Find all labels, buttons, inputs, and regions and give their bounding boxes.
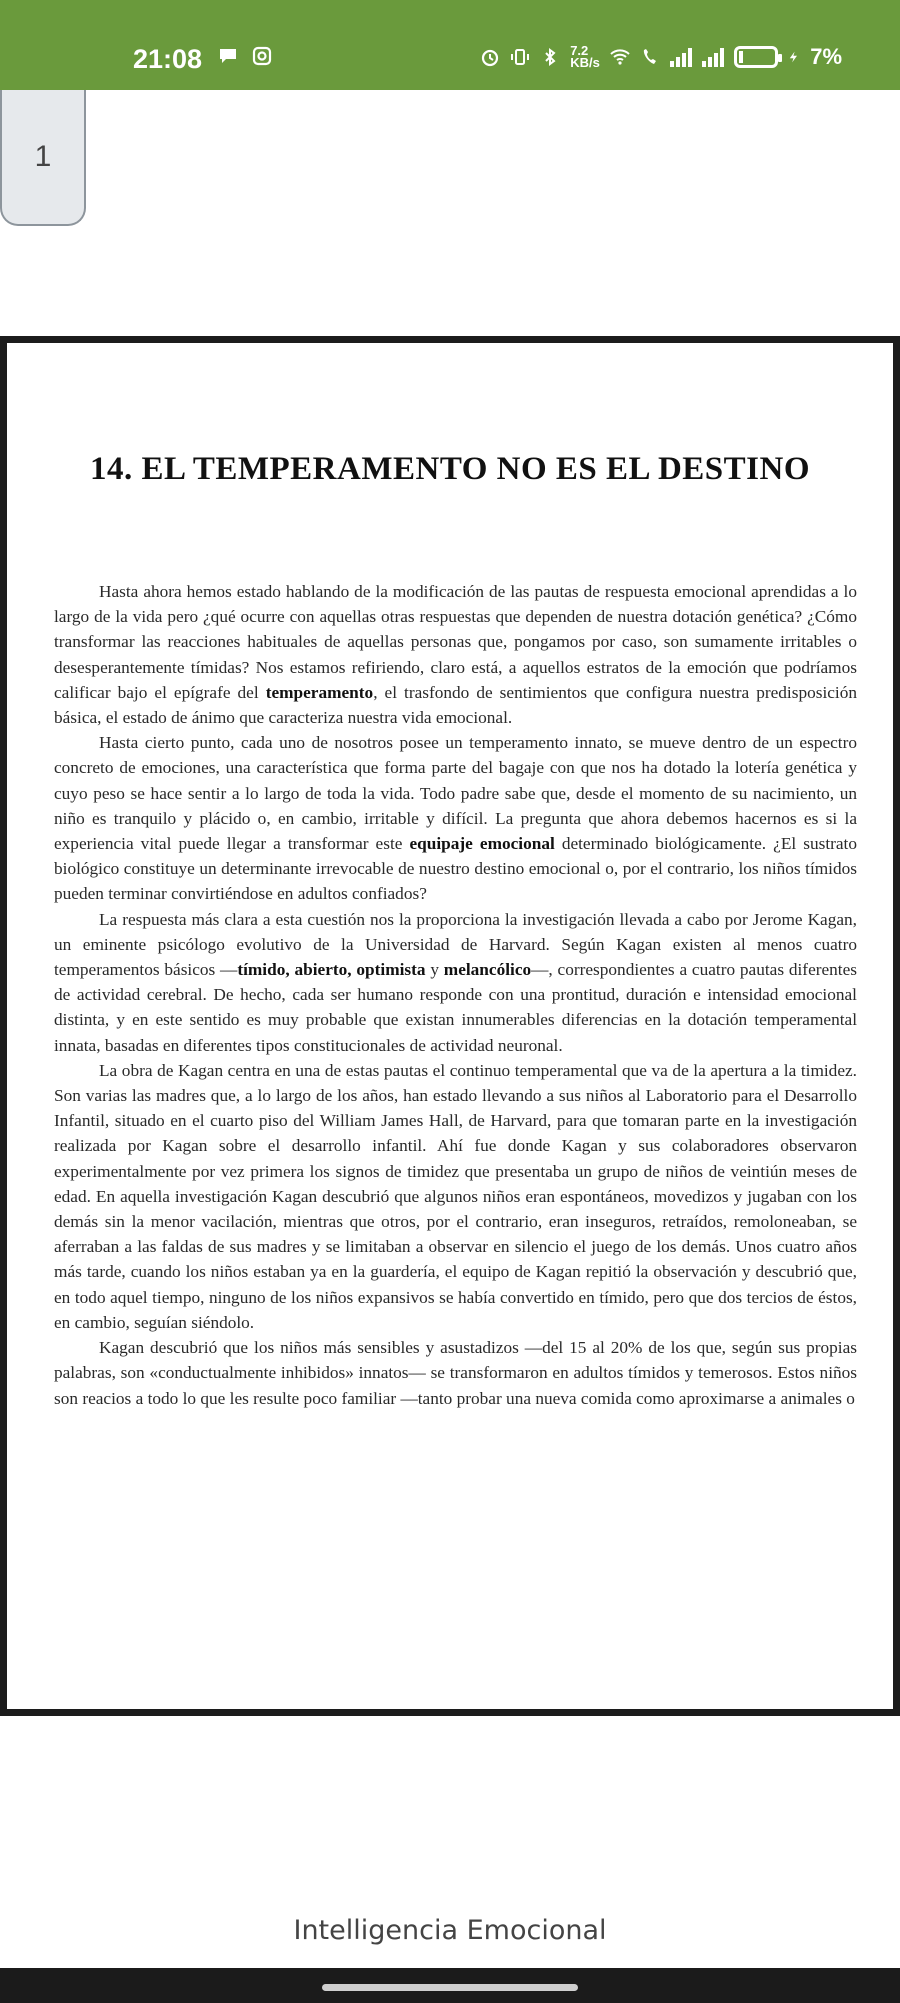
- text-run: La obra de Kagan centra en una de estas pautas el continuo temperamental que va de la apertura a la timidez. Son varias las madres que, a lo largo de los años, han estado llevando a sus niños al Laboratorio para el Desarrollo Infantil, situado en el cuarto piso del William James Hall, de Harvard, para que tomaran parte en la investigación realizada por Kagan sobre el desarrollo infantil. Ahí fue donde Kagan y sus colaboradores observaron experimentalmente por vez primera los signos de timidez que presentaba un grupo de niños de veintiún meses de edad. En aquella investigación Kagan descubrió que algunos niños eran espontáneos, movedizos y jugaban con los demás sin la menor vacilación, mientras que otros, por el contrario, eran inseguros, retraídos, remoloneaban, se aferraban a las faldas de sus madres y se limitaban a observar en silencio el juego de los demás. Unos cuatro años más tarde, cuando los niños estaban ya en la guardería, el equipo de Kagan repitió la observación y descubrió que, en todo aquel tiempo, ninguno de los niños expansivos se había convertido en tímido, pero que dos tercios de éstos, en cambio, seguían siéndolo.: [54, 1060, 857, 1332]
- chat-icon: [218, 46, 238, 66]
- network-speed: 7.2 KB/s: [570, 43, 600, 70]
- wifi-icon: [610, 47, 630, 67]
- signal-icon: [670, 47, 692, 67]
- paragraph: [54, 579, 857, 730]
- bold-term: tímido, abierto, optimista: [237, 960, 426, 980]
- status-bar: [0, 0, 900, 90]
- text-run: La respuesta más clara a esta cuestión nos la proporciona la investigación llevada a cabo por Jerome Kagan, un eminente psicólogo evolutivo de la Universidad de Harvard. Según Kagan existen al menos cuatro temperamentos básicos —: [54, 909, 857, 980]
- notification-icons: [218, 46, 272, 66]
- chapter-body: [54, 579, 857, 1411]
- home-gesture-handle[interactable]: [322, 1984, 578, 1991]
- text-run: Hasta ahora hemos estado hablando de la modificación de las pautas de respuesta emocional aprendidas a lo largo de la vida pero ¿qué ocurre con aquellas otras respuestas que dependen de nuestra dotación genética? ¿Cómo transformar las reacciones habituales de aquellas personas que, pongamos por caso, son sumamente irritables o desesperantemente tímidas? Nos estamos refiriendo, claro está, a aquellos estratos de la emoción que podríamos calificar bajo el epígrafe del: [54, 582, 857, 702]
- paragraph: [54, 1335, 857, 1411]
- text-run: y: [425, 960, 444, 980]
- book-title-footer: Intelligencia Emocional: [293, 1915, 607, 1946]
- paragraph: [54, 907, 857, 1058]
- text-run: , el trasfondo de sentimientos que configura nuestra predisposición básica, el estado de ánimo que caracteriza nuestra vida emocional.: [54, 682, 858, 728]
- paragraph: [54, 730, 857, 906]
- text-run: Hasta cierto punto, cada uno de nosotros posee un temperamento innato, se mueve dentro de un espectro concreto de emociones, una característica que forma parte del bagaje con que nos ha dotado la lotería genética y cuyo peso se hace sentir a lo largo de toda la vida. Todo padre sabe que, desde el momento de su nacimiento, un niño es tranquilo y plácido o, en cambio, irritable y difícil. La pregunta que ahora debemos hacernos es si la experiencia vital puede llegar a transformar este: [54, 733, 857, 854]
- document-page[interactable]: [7, 343, 893, 1709]
- navigation-bar: [0, 1968, 900, 2003]
- text-run: Kagan descubrió que los niños más sensibles y asustadizos —del 15 al 20% de los que, según sus propias palabras, son «conductualmente inhibidos» innatos— se transformaron en adultos tímidos y temerosos. Estos niños son reacios a todo lo que les resulte poco familiar —tanto probar una nueva comida como aproximarse a animales o: [54, 1338, 857, 1408]
- vibrate-icon: [510, 47, 530, 67]
- bold-term: melancólico: [443, 960, 532, 980]
- chapter-title: 14. EL TEMPERAMENTO NO ES EL DESTINO: [89, 451, 811, 487]
- battery-icon: [734, 46, 778, 68]
- status-time: 21:08: [133, 44, 203, 74]
- charging-icon: [788, 47, 800, 67]
- signal-icon-2: [702, 47, 724, 67]
- system-icons: [480, 44, 842, 70]
- page-number-indicator[interactable]: [0, 90, 86, 226]
- document-page-frame: [0, 336, 900, 1716]
- paragraph: [54, 1058, 857, 1335]
- alarm-icon: [480, 47, 500, 67]
- text-run: —, correspondientes a cuatro pautas diferentes de actividad cerebral. De hecho, cada ser humano responde con una prontitud, duración e intensidad emocional distinta, y en este sentido es muy probable que existan innumerables diferencias en la dotación temperamental innata, basadas en diferentes tipos constitucionales de actividad neuronal.: [54, 960, 857, 1055]
- page-number: 1: [34, 140, 52, 173]
- bold-term: temperamento: [265, 682, 374, 702]
- wifi-calling-icon: [640, 47, 660, 67]
- bold-term: equipaje emocional: [409, 834, 555, 854]
- text-run: determinado biológicamente. ¿El sustrato biológico constituye un determinante irrevocable de nuestro destino emocional o, por el contrario, los niños tímidos pueden terminar convirtiéndose en adultos confiados?: [54, 834, 857, 904]
- instagram-icon: [252, 46, 272, 66]
- battery-percent: 7%: [810, 44, 842, 69]
- bluetooth-icon: [540, 47, 560, 67]
